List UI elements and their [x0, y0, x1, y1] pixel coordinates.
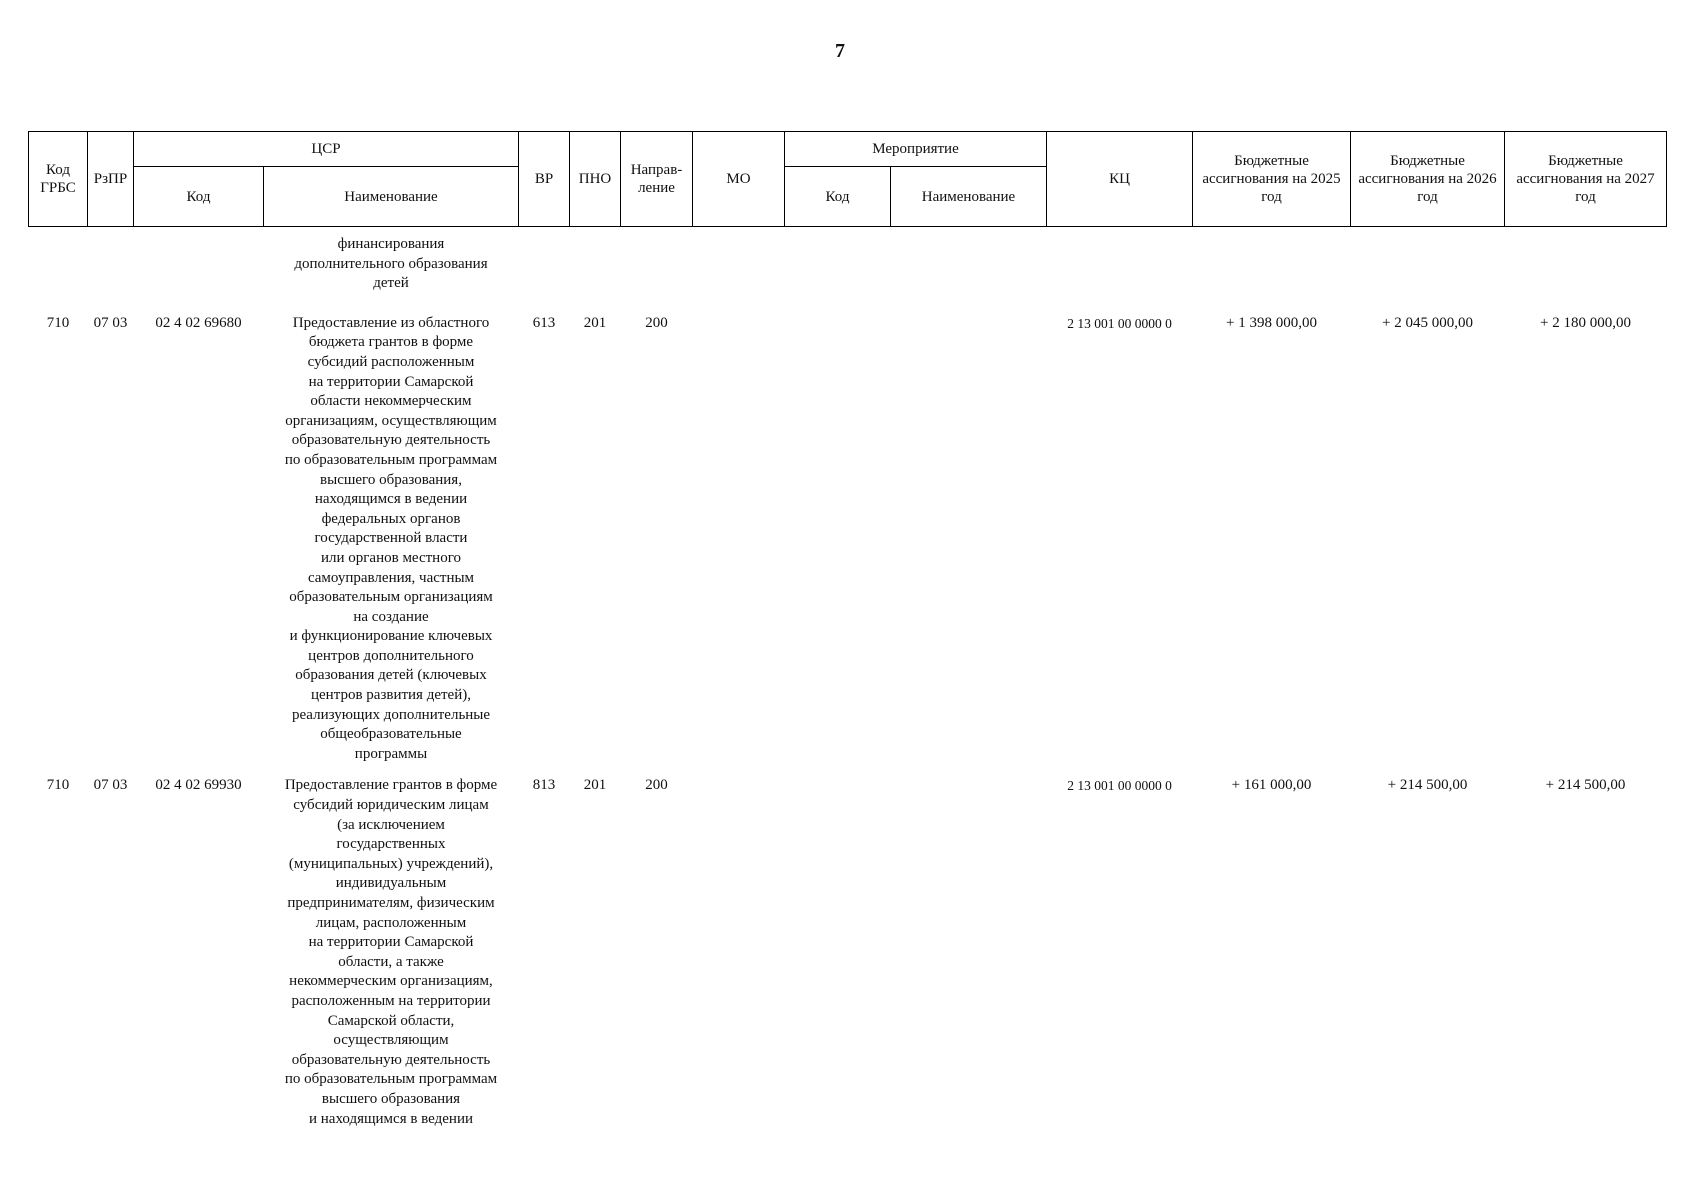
cell-csr-name	[264, 314, 519, 777]
header-year-2027: Бюджетные ассигнования на 2027 год	[1505, 132, 1667, 227]
cell-direction: 200	[645, 314, 668, 331]
cell-mo	[693, 314, 785, 777]
cell-year-2026: + 214 500,00	[1387, 777, 1468, 794]
name-line: области некоммерческим	[310, 393, 472, 410]
name-line: высшего образования,	[320, 471, 462, 488]
cell-direction: 200	[645, 777, 668, 794]
cell-pno: 201	[583, 314, 607, 331]
name-line: центров развития детей),	[311, 687, 471, 704]
budget-table	[28, 131, 1667, 1141]
name-line: образовательным организациям	[289, 589, 493, 606]
name-line: детей	[373, 275, 409, 292]
header-csr-code: Код	[134, 167, 264, 227]
name-line: бюджета грантов в форме	[308, 334, 474, 351]
header-year-2025: Бюджетные ассигнования на 2025 год	[1193, 132, 1351, 227]
name-line: самоуправления, частным	[307, 569, 475, 586]
name-line: и находящимся в ведении	[308, 1110, 474, 1127]
cell-event-name	[891, 314, 1047, 777]
name-line: индивидуальным	[335, 875, 447, 892]
name-line: расположенным на территории	[291, 992, 491, 1009]
name-line: на создание	[353, 608, 429, 625]
name-line: государственной власти	[314, 530, 468, 547]
name-line: области, а также	[338, 953, 444, 970]
name-line: Предоставление из областного	[292, 314, 490, 331]
name-line: образовательную деятельность	[291, 1051, 491, 1068]
name-line: государственных	[336, 836, 446, 853]
header-kc: КЦ	[1047, 132, 1193, 227]
table-header	[29, 132, 1667, 227]
page-number: 7	[835, 40, 845, 62]
cell-year-2026: + 2 045 000,00	[1382, 314, 1473, 331]
cell-year-2027: + 2 180 000,00	[1540, 314, 1631, 331]
header-direction: Направ-ление	[621, 132, 693, 227]
name-line: осуществляющим	[333, 1032, 449, 1049]
name-line: или органов местного	[320, 549, 461, 566]
header-event: Мероприятие	[785, 132, 1047, 167]
name-line: по образовательным программам	[284, 451, 498, 468]
header-rzpr: РзПР	[88, 132, 134, 227]
name-line: субсидий расположенным	[307, 353, 475, 370]
name-line: по образовательным программам	[284, 1071, 498, 1088]
cell-grbs: 710	[46, 777, 70, 794]
name-line: высшего образования	[321, 1090, 461, 1107]
cell-event-code	[785, 314, 891, 777]
name-line: общеобразовательные	[320, 726, 462, 743]
header-grbs: Код ГРБС	[29, 132, 88, 227]
name-line: федеральных органов	[321, 510, 461, 527]
name-line: и функционирование ключевых	[289, 628, 493, 645]
header-mo: МО	[693, 132, 785, 227]
cell-grbs: 710	[46, 314, 70, 331]
cell-mo	[693, 776, 785, 1141]
name-line: Самарской области,	[327, 1012, 455, 1029]
name-line: дополнительного образования	[294, 255, 488, 272]
cell-event-name	[891, 776, 1047, 1141]
header-csr: ЦСР	[134, 132, 519, 167]
name-line: некоммерческим организациям,	[289, 973, 493, 990]
name-line: центров дополнительного	[308, 647, 474, 664]
name-line: субсидий юридическим лицам	[293, 797, 489, 814]
cell-event-code	[785, 776, 891, 1141]
cell-kc: 2 13 001 00 0000 0	[1067, 778, 1172, 794]
cell-csr-name	[264, 776, 519, 1141]
cell-year-2027: + 214 500,00	[1545, 777, 1626, 794]
cell-kc: 2 13 001 00 0000 0	[1067, 315, 1172, 331]
name-line: реализующих дополнительные	[291, 706, 491, 723]
header-event-code: Код	[785, 167, 891, 227]
name-line: лицам, расположенным	[315, 914, 467, 931]
header-csr-name: Наименование	[264, 167, 519, 227]
name-line: программы	[354, 745, 428, 762]
cell-vr: 613	[532, 314, 556, 331]
cell-rzpr: 07 03	[93, 777, 128, 794]
cell-year-2025: + 1 398 000,00	[1226, 314, 1317, 331]
header-year-2026: Бюджетные ассигнования на 2026 год	[1351, 132, 1505, 227]
cell-pno: 201	[583, 777, 607, 794]
name-line: (муниципальных) учреждений),	[288, 855, 494, 872]
cell-vr: 813	[532, 777, 556, 794]
cell-csr-code: 02 4 02 69680	[155, 314, 242, 331]
table-row-continuation	[29, 227, 1667, 314]
name-line: находящимся в ведении	[314, 491, 468, 508]
continuation-name-cell	[264, 227, 519, 314]
cell-csr-code: 02 4 02 69930	[155, 777, 242, 794]
name-line: финансирования	[337, 236, 445, 252]
header-event-name: Наименование	[891, 167, 1047, 227]
table-row	[29, 776, 1667, 1141]
header-pno: ПНО	[570, 132, 621, 227]
name-line: образовательную деятельность	[291, 432, 491, 449]
name-line: на территории Самарской	[308, 934, 474, 951]
header-vr: ВР	[519, 132, 570, 227]
table-row	[29, 314, 1667, 777]
name-line: образования детей (ключевых	[295, 667, 487, 684]
name-line: Предоставление грантов в форме	[284, 777, 498, 794]
cell-rzpr: 07 03	[93, 314, 128, 331]
cell-year-2025: + 161 000,00	[1231, 777, 1312, 794]
name-line: предпринимателям, физическим	[287, 895, 495, 911]
name-line: организациям, осуществляющим	[285, 412, 497, 429]
budget-table-container	[28, 131, 1666, 1141]
name-line: на территории Самарской	[308, 373, 474, 390]
name-line: (за исключением	[337, 816, 445, 833]
